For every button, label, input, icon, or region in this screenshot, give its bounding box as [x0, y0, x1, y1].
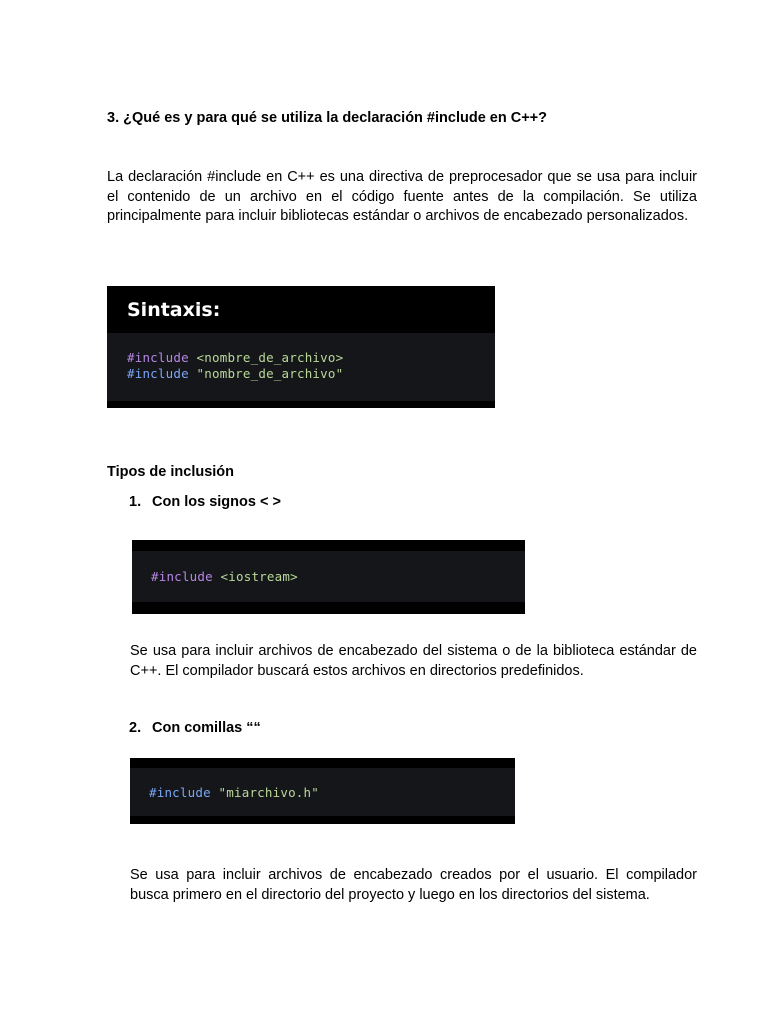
list-title: Con comillas ““	[152, 720, 261, 736]
question-heading: 3. ¿Qué es y para qué se utiliza la declaración #include en C++?	[107, 110, 547, 126]
syntax-code-line-1	[127, 350, 343, 365]
quotes-include-code-image	[130, 758, 515, 824]
type-1-description: Se usa para incluir archivos de encabezado del sistema o de la biblioteca estándar de C++. El compilador buscará estos archivos en directorios predefinidos.	[130, 643, 697, 679]
directive-keyword: #include	[127, 350, 189, 365]
list-number: 2.	[129, 720, 142, 736]
include-argument: "miarchivo.h"	[218, 785, 319, 800]
type-2-description: Se usa para incluir archivos de encabezado creados por el usuario. El compilador busca primero en el directorio del proyecto y luego en los directorios del sistema.	[130, 867, 697, 903]
list-number: 1.	[129, 494, 142, 510]
syntax-code-image	[107, 286, 495, 408]
code-area	[130, 768, 515, 816]
include-argument: <nombre_de_archivo>	[196, 350, 344, 365]
include-argument: <iostream>	[220, 569, 298, 584]
include-argument: "nombre_de_archivo"	[196, 366, 344, 381]
code-area	[132, 551, 525, 602]
angle-include-code-image	[132, 540, 525, 614]
syntax-title: Sintaxis:	[127, 299, 221, 321]
directive-keyword: #include	[151, 569, 213, 584]
type-1-title	[129, 494, 281, 510]
directive-keyword: #include	[149, 785, 211, 800]
intro-paragraph: La declaración #include en C++ es una directiva de preprocesador que se usa para incluir el contenido de un archivo en el código fuente antes de la compilación. Se utiliza principalmente para incluir bibliotecas estándar o archivos de encabezado personalizados.	[107, 169, 697, 224]
syntax-code-area	[107, 333, 495, 401]
type-2-title	[129, 720, 261, 736]
directive-keyword: #include	[127, 366, 189, 381]
types-heading: Tipos de inclusión	[107, 464, 235, 480]
list-title: Con los signos < >	[152, 494, 281, 510]
syntax-code-line-2	[127, 366, 343, 381]
code-line	[149, 785, 319, 800]
code-line	[151, 569, 298, 584]
